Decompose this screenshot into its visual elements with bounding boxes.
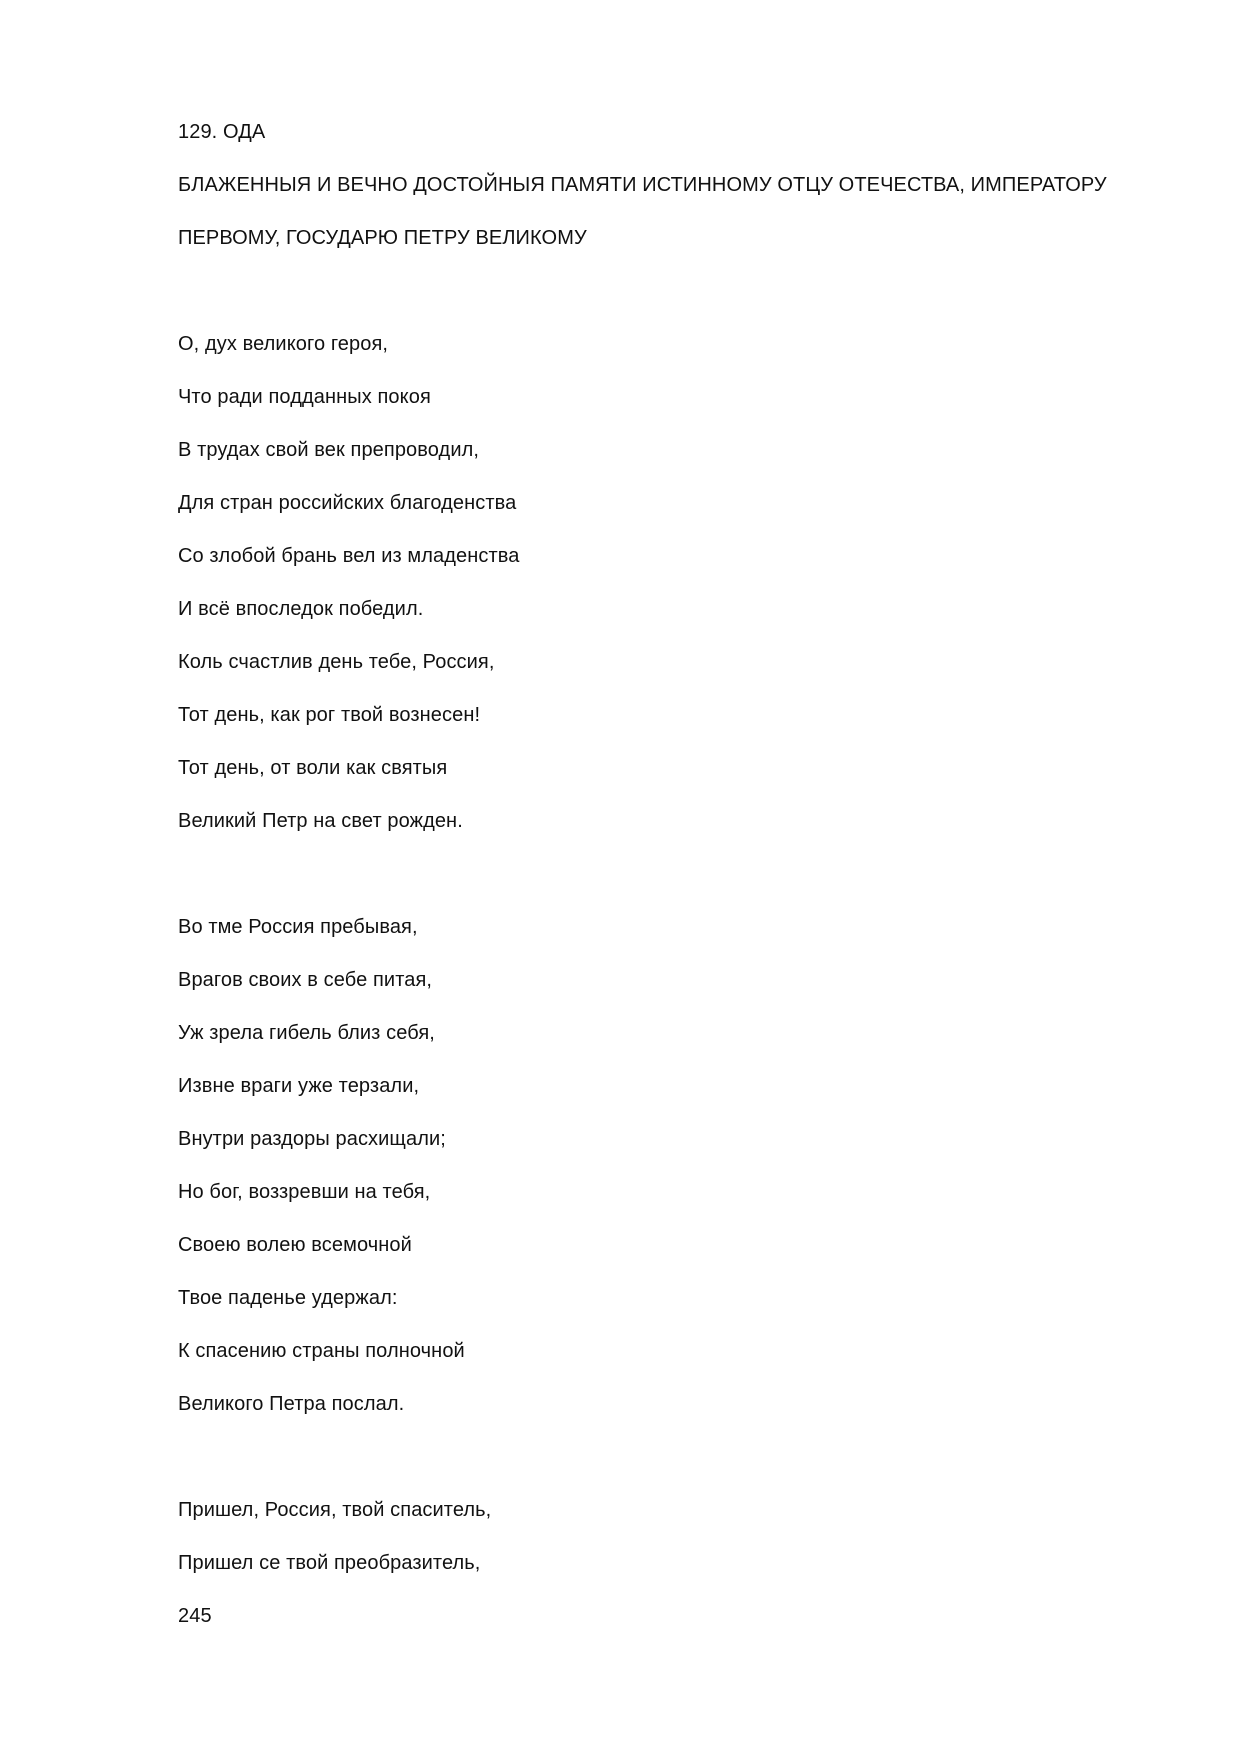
verse-line: Коль счастлив день тебе, Россия,	[178, 651, 495, 673]
verse-line: Великого Петра послал.	[178, 1393, 405, 1415]
verse-line: Уж зрела гибель близ себя,	[178, 1022, 435, 1044]
verse-line: Своею волею всемочной	[178, 1234, 412, 1256]
page-number: 245	[178, 1605, 212, 1627]
dedication-line-1: БЛАЖЕННЫЯ И ВЕЧНО ДОСТОЙНЫЯ ПАМЯТИ ИСТИННОМУ ОТЦУ ОТЕЧЕСТВА, ИМПЕРАТОРУ	[178, 174, 1107, 196]
verse-line: Великий Петр на свет рожден.	[178, 810, 463, 832]
verse-line: Пришел се твой преобразитель,	[178, 1552, 481, 1574]
verse-line: К спасению страны полночной	[178, 1340, 465, 1362]
verse-line: Твое паденье удержал:	[178, 1287, 398, 1309]
verse-line: Со злобой брань вел из младенства	[178, 545, 520, 567]
ode-number-title: 129. ОДА	[178, 121, 266, 143]
dedication-line-2: ПЕРВОМУ, ГОСУДАРЮ ПЕТРУ ВЕЛИКОМУ	[178, 227, 587, 249]
verse-line: Но бог, воззревши на тебя,	[178, 1181, 431, 1203]
verse-line: Тот день, как рог твой вознесен!	[178, 704, 481, 726]
verse-line: Врагов своих в себе питая,	[178, 969, 433, 991]
verse-line: И всё впоследок победил.	[178, 598, 424, 620]
verse-line: Извне враги уже терзали,	[178, 1075, 420, 1097]
verse-line: Внутри раздоры расхищали;	[178, 1128, 446, 1150]
verse-line: В трудах свой век препроводил,	[178, 439, 480, 461]
verse-line: Тот день, от воли как святыя	[178, 757, 448, 779]
verse-line: Пришел, Россия, твой спаситель,	[178, 1499, 492, 1521]
verse-line: О, дух великого героя,	[178, 333, 389, 355]
verse-line: Для стран российских благоденства	[178, 492, 517, 514]
verse-line: Во тме Россия пребывая,	[178, 916, 418, 938]
verse-line: Что ради подданных покоя	[178, 386, 431, 408]
